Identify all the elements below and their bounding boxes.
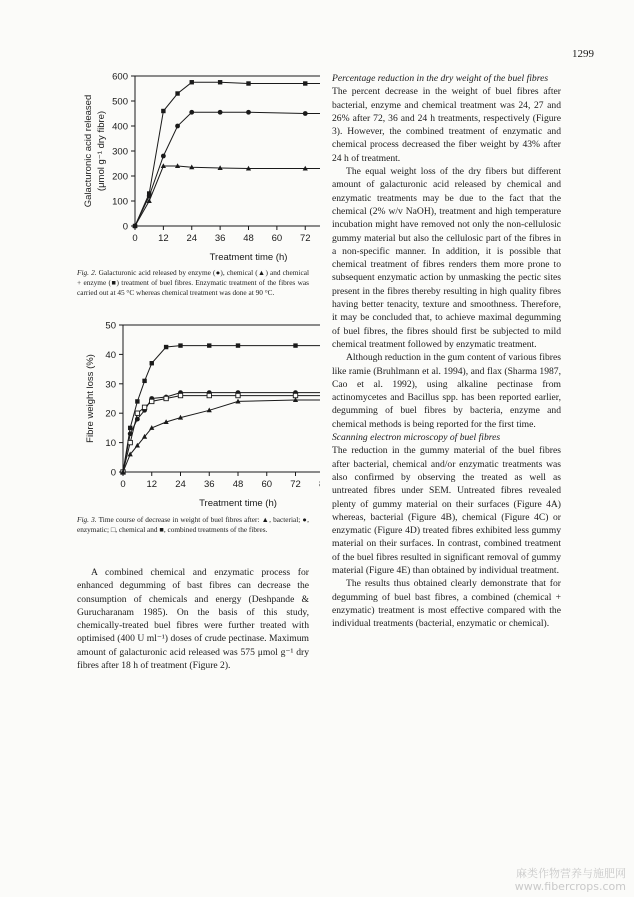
x-tick-label: 36 — [214, 233, 226, 244]
data-point-square — [218, 80, 222, 84]
watermark — [515, 867, 626, 893]
x-tick-label: 60 — [271, 233, 283, 244]
right-column — [332, 72, 561, 630]
x-tick-label: 48 — [243, 233, 254, 244]
figure-3-caption-label: Fig. 3. — [77, 515, 97, 524]
data-point-square — [164, 345, 168, 349]
data-point-open-square — [178, 393, 182, 397]
data-point-circle — [189, 110, 194, 115]
plot-frame — [135, 76, 320, 226]
data-point-open-square — [293, 393, 297, 397]
right-paragraph-1: The percent decrease in the weight of buel fibres after bacterial, enzyme and chemical treatment was 24, 27 and 26% after 72, 36 and 24 h treatments, respectively (Figure 3). However, the combined treatment of enzymatic and chemical process decreased the fiber weight by 43% after 24 h of treatment. — [332, 86, 561, 164]
x-tick-label: 12 — [146, 479, 158, 490]
right-paragraph-3: Although reduction in the gum content of various fibres like ramie (Bruhlmann et al. 1994), and flax (Sharma 1987, Cao et al. 1992), using alkaline pectinase from actinomycetes and Bacillus spp. has been reported earlier, degumming of buel fibres by bacteria, enzyme and chemical methods is being reported for the first time. — [332, 352, 561, 430]
data-point-square — [293, 343, 297, 347]
data-point-square — [128, 426, 132, 430]
x-tick-label: 0 — [120, 479, 126, 490]
x-tick-label: 0 — [132, 233, 138, 244]
x-axis-label: Treatment time (h) — [199, 498, 277, 509]
x-tick-label: 48 — [232, 479, 244, 490]
data-point-square — [161, 109, 165, 113]
section-heading-weight-reduction: Percentage reduction in the dry weight of the buel fibres — [332, 73, 549, 84]
data-point-circle — [175, 124, 180, 129]
data-point-open-square — [207, 393, 211, 397]
y-tick-label: 500 — [112, 96, 128, 108]
y-tick-label: 30 — [105, 379, 116, 391]
x-tick-label: 72 — [290, 479, 301, 490]
figure-2-caption-text: Galacturonic acid released by enzyme (●), chemical (▲) and chemical + enzyme (■) treatment of buel fibres. Enzymatic treatment of the fibres was carried out at 45 °C whereas chemical treatment was done at 90 °C. — [77, 268, 309, 297]
data-point-square — [178, 343, 182, 347]
series-line-circle — [123, 393, 320, 472]
x-tick-label: 60 — [261, 479, 273, 490]
data-point-square — [236, 343, 240, 347]
x-tick-label: 24 — [175, 479, 186, 490]
y-tick-label: 100 — [112, 196, 128, 208]
series-line-triangle — [135, 166, 320, 226]
data-point-open-square — [142, 405, 146, 409]
y-tick-label: 10 — [105, 438, 116, 450]
y-axis-label-line-2: (μmol g⁻¹ dry fibre) — [96, 110, 107, 192]
y-tick-label: 40 — [105, 349, 116, 361]
figure-2-caption — [77, 268, 309, 298]
data-point-open-square — [164, 396, 168, 400]
data-point-circle — [218, 110, 223, 115]
y-tick-label: 300 — [112, 146, 128, 158]
watermark-line-1: 麻类作物营养与施肥网 — [516, 867, 626, 880]
x-tick-label — [319, 479, 320, 490]
section-heading-sem: Scanning electron microscopy of buel fibres — [332, 432, 501, 444]
series-line-open-square — [123, 396, 320, 472]
data-point-square — [246, 81, 250, 85]
data-point-circle — [246, 110, 251, 115]
data-point-square — [142, 379, 146, 383]
y-tick-label: 50 — [105, 320, 116, 332]
data-point-square — [303, 81, 307, 85]
y-tick-label: 20 — [105, 408, 116, 420]
page-number: 1299 — [572, 48, 594, 60]
figure-2-caption-label: Fig. 2. — [77, 268, 97, 277]
figure-2-chart — [60, 62, 320, 267]
y-tick-label: 0 — [122, 221, 128, 233]
left-paragraph-1: A combined chemical and enzymatic process for enhanced degumming of bast fibres can decrease the consumption of chemicals and energy (Deshpande & Gurucharanam 1985). On the basis of this study, chemically-treated buel fibres were further treated with optimised (400 U ml⁻¹) doses of crude pectinase. Maximum amount of galacturonic acid released was 575 μmol g⁻¹ dry fibres after 18 h of treatment (Figure 2). — [77, 567, 309, 672]
x-axis-label: Treatment time (h) — [209, 252, 288, 263]
x-tick-label: 12 — [158, 233, 169, 244]
right-paragraph-5: The results thus obtained clearly demonstrate that for degumming of buel bast fibres, a combined (chemical + enzymatic) treatment is most effective compared with the individual treatments (bacterial, enzymatic or chemical). — [332, 578, 561, 630]
data-point-square — [175, 91, 179, 95]
x-tick-label: 36 — [203, 479, 215, 490]
data-point-open-square — [150, 399, 154, 403]
data-point-circle — [303, 111, 308, 116]
right-paragraph-2: The equal weight loss of the dry fibers but different amount of galacturonic acid released by chemical and enzymatic treatments may be due to the fact that the chemical (2% w/v NaOH), treatment and high temperature incubation might have removed not only the non-cellulosic gummy material but also the cellulosic part of the fibres in a non-specific manner. In addition, it is possible that chemical treatment of fibres renders them more prone to subsequent enzymatic action by unmasking the pectic sites present in the fibres thereby resulting in high quality fibres having better tenacity, texture and smoothness. Therefore, it may be concluded that, to achieve maximal degumming of buel fibres, the fibres should first be subjected to mild chemical treatment followed by enzymatic treatment. — [332, 166, 561, 350]
x-tick-label: 72 — [299, 233, 311, 244]
figure-3-chart — [60, 316, 320, 512]
watermark-line-2: www.fibercrops.com — [514, 880, 626, 893]
data-point-square — [150, 361, 154, 365]
data-point-square — [135, 399, 139, 403]
data-point-square — [190, 80, 194, 84]
data-point-open-square — [236, 393, 240, 397]
right-paragraph-4: The reduction in the gummy material of the buel fibres after bacterial, chemical and/or enzymatic treatments was also confirmed by observing the treated as well as untreated fibres under SEM. Untreated fibres revealed plenty of gummy material on their surfaces (Figure 4A) whereas, bacterial (Figure 4B), chemical (Figure 4C) or enzymatic (Figure 4D) treated fibres exhibited less gummy material on their surfaces. In contrast, combined treatment of the buel fibres resulted in significant removal of gummy material (Figure 4E) than obtained by individual treatment. — [332, 445, 561, 576]
x-tick-label: 24 — [186, 233, 198, 244]
data-point-open-square — [135, 411, 139, 415]
figure-3-caption — [77, 515, 309, 535]
left-column — [77, 566, 309, 672]
y-tick-label: 0 — [110, 467, 116, 479]
figure-3-caption-text: Time course of decrease in weight of buel fibres after: ▲, bacterial; ●, enzymatic; □, chemical and ■, combined treatments of the fibres. — [77, 515, 309, 534]
y-tick-label: 400 — [112, 121, 128, 133]
y-tick-label: 200 — [112, 171, 128, 183]
data-point-open-square — [128, 440, 132, 444]
y-tick-label: 600 — [112, 71, 128, 83]
series-line-circle — [135, 112, 320, 226]
y-axis-label-line-1: Galacturonic acid released — [83, 94, 94, 208]
data-point-square — [207, 343, 211, 347]
y-axis-label: Fibre weight loss (%) — [85, 354, 96, 443]
series-line-triangle — [123, 400, 320, 472]
data-point-circle — [161, 154, 166, 159]
